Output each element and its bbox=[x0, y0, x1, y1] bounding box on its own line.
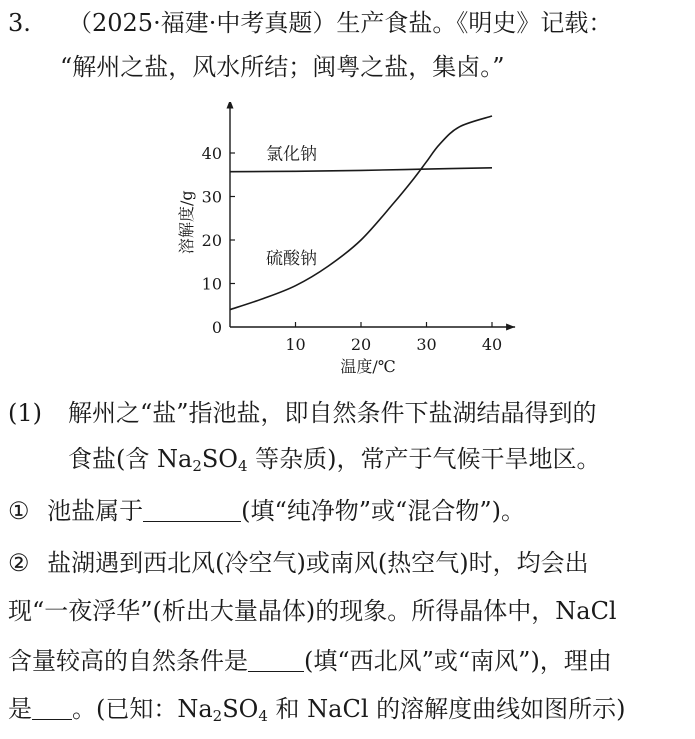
q1-marker: ① bbox=[8, 497, 30, 525]
q1-answer-blank[interactable] bbox=[143, 497, 241, 522]
y-tick-label: 40 bbox=[201, 144, 222, 163]
y-tick-label: 20 bbox=[201, 231, 222, 250]
x-tick-label: 30 bbox=[416, 335, 437, 354]
x-tick-label: 40 bbox=[481, 335, 503, 354]
q2-line4: 是 。(已知：$Na_2SO_4$ 和 NaCl 的溶解度曲线如图所示) bbox=[8, 695, 626, 725]
q2-reason-blank[interactable] bbox=[32, 695, 72, 720]
series-line-nacl bbox=[230, 168, 492, 172]
part1-label: (1) bbox=[8, 399, 42, 427]
x-tick-label: 20 bbox=[350, 335, 372, 354]
q2-line3: 含量较高的自然条件是 (填“西北风”或“南风”)，理由 bbox=[8, 647, 612, 675]
part1-line1: 解州之“盐”指池盐，即自然条件下盐湖结晶得到的 bbox=[68, 399, 597, 427]
q2-line2: 现“一夜浮华”(析出大量晶体)的现象。所得晶体中，NaCl bbox=[8, 597, 617, 625]
x-tick-label: 10 bbox=[285, 335, 306, 354]
y-axis-arrow bbox=[227, 102, 234, 109]
part1-line2: 食盐(含 $Na_2SO_4$ 等杂质)，常产于气候干旱地区。 bbox=[68, 445, 601, 475]
q2-line1: ② 盐湖遇到西北风(冷空气)或南风(热空气)时，均会出 bbox=[8, 549, 589, 577]
y-tick-label: 0 bbox=[211, 318, 222, 337]
series-label-na2so4: 硫酸钠 bbox=[266, 248, 318, 269]
y-axis-label: 溶解度/g bbox=[177, 190, 196, 255]
x-axis-label: 温度/℃ bbox=[340, 357, 396, 376]
y-tick-label: 10 bbox=[201, 274, 222, 294]
q1-line: ① 池盐属于 (填“纯净物”或“混合物”)。 bbox=[8, 497, 525, 525]
question-quote: “解州之盐，风水所结；闽粤之盐，集卤。” bbox=[60, 53, 505, 81]
question-number: 3. bbox=[8, 9, 31, 37]
q2-condition-blank[interactable] bbox=[248, 647, 304, 672]
y-tick-label: 30 bbox=[201, 187, 222, 207]
q2-marker: ② bbox=[8, 549, 30, 577]
question-source: （2025·福建·中考真题）生产食盐。《明史》记载： bbox=[68, 9, 613, 37]
solubility-chart bbox=[170, 102, 530, 380]
series-label-nacl: 氯化钠 bbox=[266, 144, 318, 165]
x-axis-arrow bbox=[506, 324, 515, 331]
